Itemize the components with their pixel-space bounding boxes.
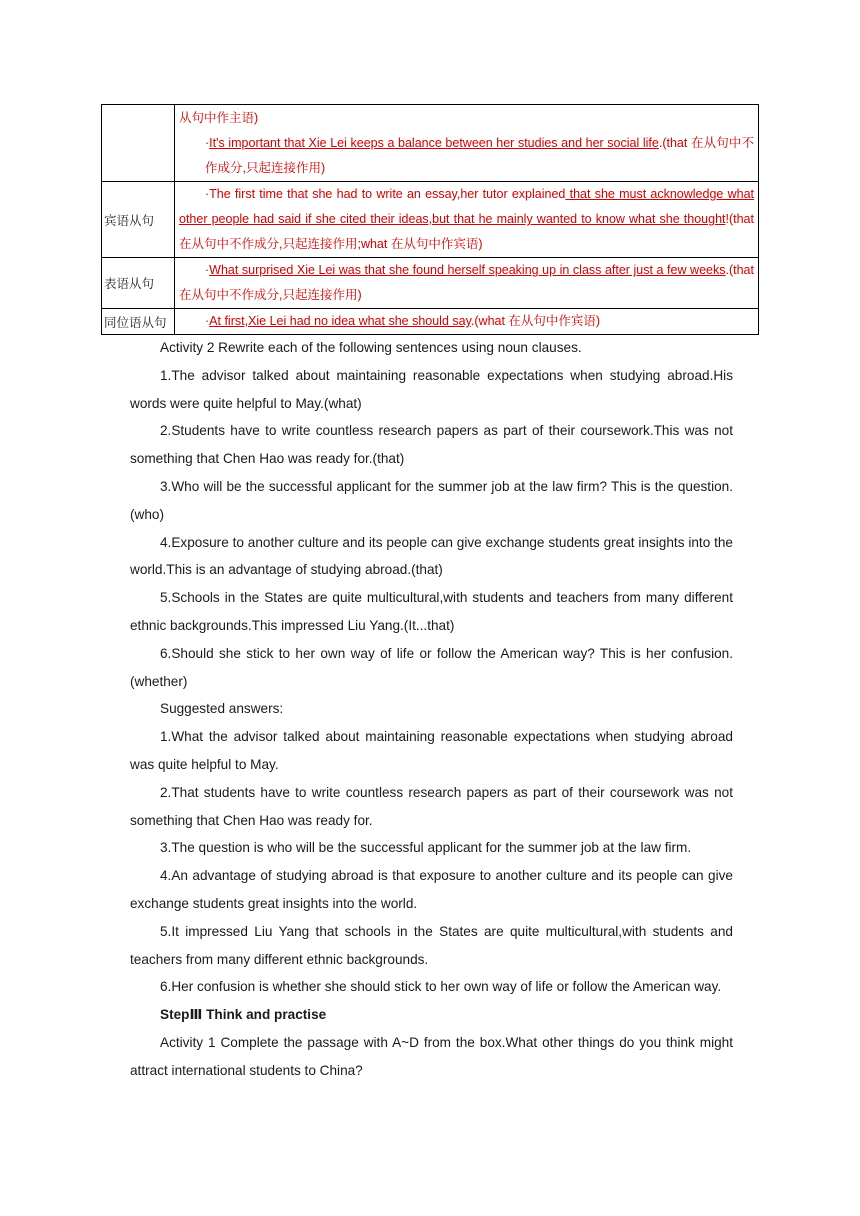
row-label xyxy=(102,105,175,182)
exercise-item: 2.Students have to write countless research papers as part of their coursework.This was not something that Chen Hao was ready for.(that) xyxy=(130,423,733,467)
row-content xyxy=(175,258,759,309)
row-content xyxy=(175,105,759,182)
answer-item: 4.An advantage of studying abroad is that exposure to another culture and its people can give exchange students great insights into the world. xyxy=(130,868,733,911)
row-content xyxy=(175,309,759,335)
line-prefix: ·The first time that she had to write an essay,her tutor explained xyxy=(205,187,566,201)
table-row xyxy=(102,182,759,258)
exercise-item: 1.The advisor talked about maintaining reasonable expectations when studying abroad.His words were quite helpful to May.(what) xyxy=(130,367,733,411)
row-label: 表语从句 xyxy=(102,258,175,309)
line-note: .(that 在从句中不作成分,只起连接作用) xyxy=(205,135,754,175)
answers-heading: Suggested answers: xyxy=(160,701,284,717)
line-prefix: · xyxy=(205,314,210,328)
step3-heading: StepⅢ Think and practise xyxy=(160,1007,327,1023)
exercise-item: 5.Schools in the States are quite multicultural,with students and teachers from many different ethnic backgrounds.This impressed Liu Yang.(It...that) xyxy=(130,590,733,633)
content-line xyxy=(179,309,754,334)
table-row xyxy=(102,309,759,335)
line-note: .(what 在从句中作宾语) xyxy=(470,314,601,328)
exercise-item: 6.Should she stick to her own way of life or follow the American way? This is her confusion.(whether) xyxy=(130,645,733,689)
line-note: .(that 在从句中不作成分,只起连接作用) xyxy=(179,263,754,302)
table-row xyxy=(102,105,759,182)
row-label: 宾语从句 xyxy=(102,182,175,258)
content-line xyxy=(179,131,754,181)
answer-item: 6.Her confusion is whether she should stick to her own way of life or follow the American way. xyxy=(160,979,722,995)
content-line xyxy=(179,106,754,131)
line-prefix: · xyxy=(205,263,210,277)
line-note: !(that 在从句中不作成分,只起连接作用;what 在从句中作宾语) xyxy=(179,212,754,251)
noun-clause-table xyxy=(101,104,759,335)
underlined-example: that she must acknowledge what other people had said if she cited their ideas,but that he mainly wanted to know what she thought xyxy=(179,187,754,226)
row-label: 同位语从句 xyxy=(102,309,175,335)
line-text: 从句中作主语) xyxy=(179,110,259,125)
content-line xyxy=(179,258,754,308)
answer-item: 5.It impressed Liu Yang that schools in the States are quite multicultural,with students and teachers from many different ethnic backgrounds. xyxy=(130,923,733,967)
underlined-example: At first,Xie Lei had no idea what she should say xyxy=(209,314,471,328)
underlined-example: What surprised Xie Lei was that she found herself speaking up in class after just a few weeks xyxy=(209,263,726,277)
content-line xyxy=(179,182,754,257)
line-prefix: · xyxy=(205,135,210,150)
answer-item: 3.The question is who will be the successful applicant for the summer job at the law firm. xyxy=(160,840,692,856)
exercise-item: 3.Who will be the successful applicant for the summer job at the law firm? This is the question.(who) xyxy=(130,478,733,522)
table-row xyxy=(102,258,759,309)
answer-item: 1.What the advisor talked about maintaining reasonable expectations when studying abroad was quite helpful to May. xyxy=(130,729,733,772)
exercise-item: 4.Exposure to another culture and its people can give exchange students great insights into the world.This is an advantage of studying abroad.(that) xyxy=(130,534,733,578)
exercise-body xyxy=(130,334,733,1085)
answer-item: 2.That students have to write countless research papers as part of their coursework was not something that Chen Hao was ready for. xyxy=(130,784,733,828)
activity1-instruction: Activity 1 Complete the passage with A~D from the box.What other things do you think might attract international students to China? xyxy=(130,1034,733,1078)
underlined-example: It's important that Xie Lei keeps a balance between her studies and her social life xyxy=(209,135,659,150)
row-content xyxy=(175,182,759,258)
activity2-heading: Activity 2 Rewrite each of the following sentences using noun clauses. xyxy=(160,340,582,355)
